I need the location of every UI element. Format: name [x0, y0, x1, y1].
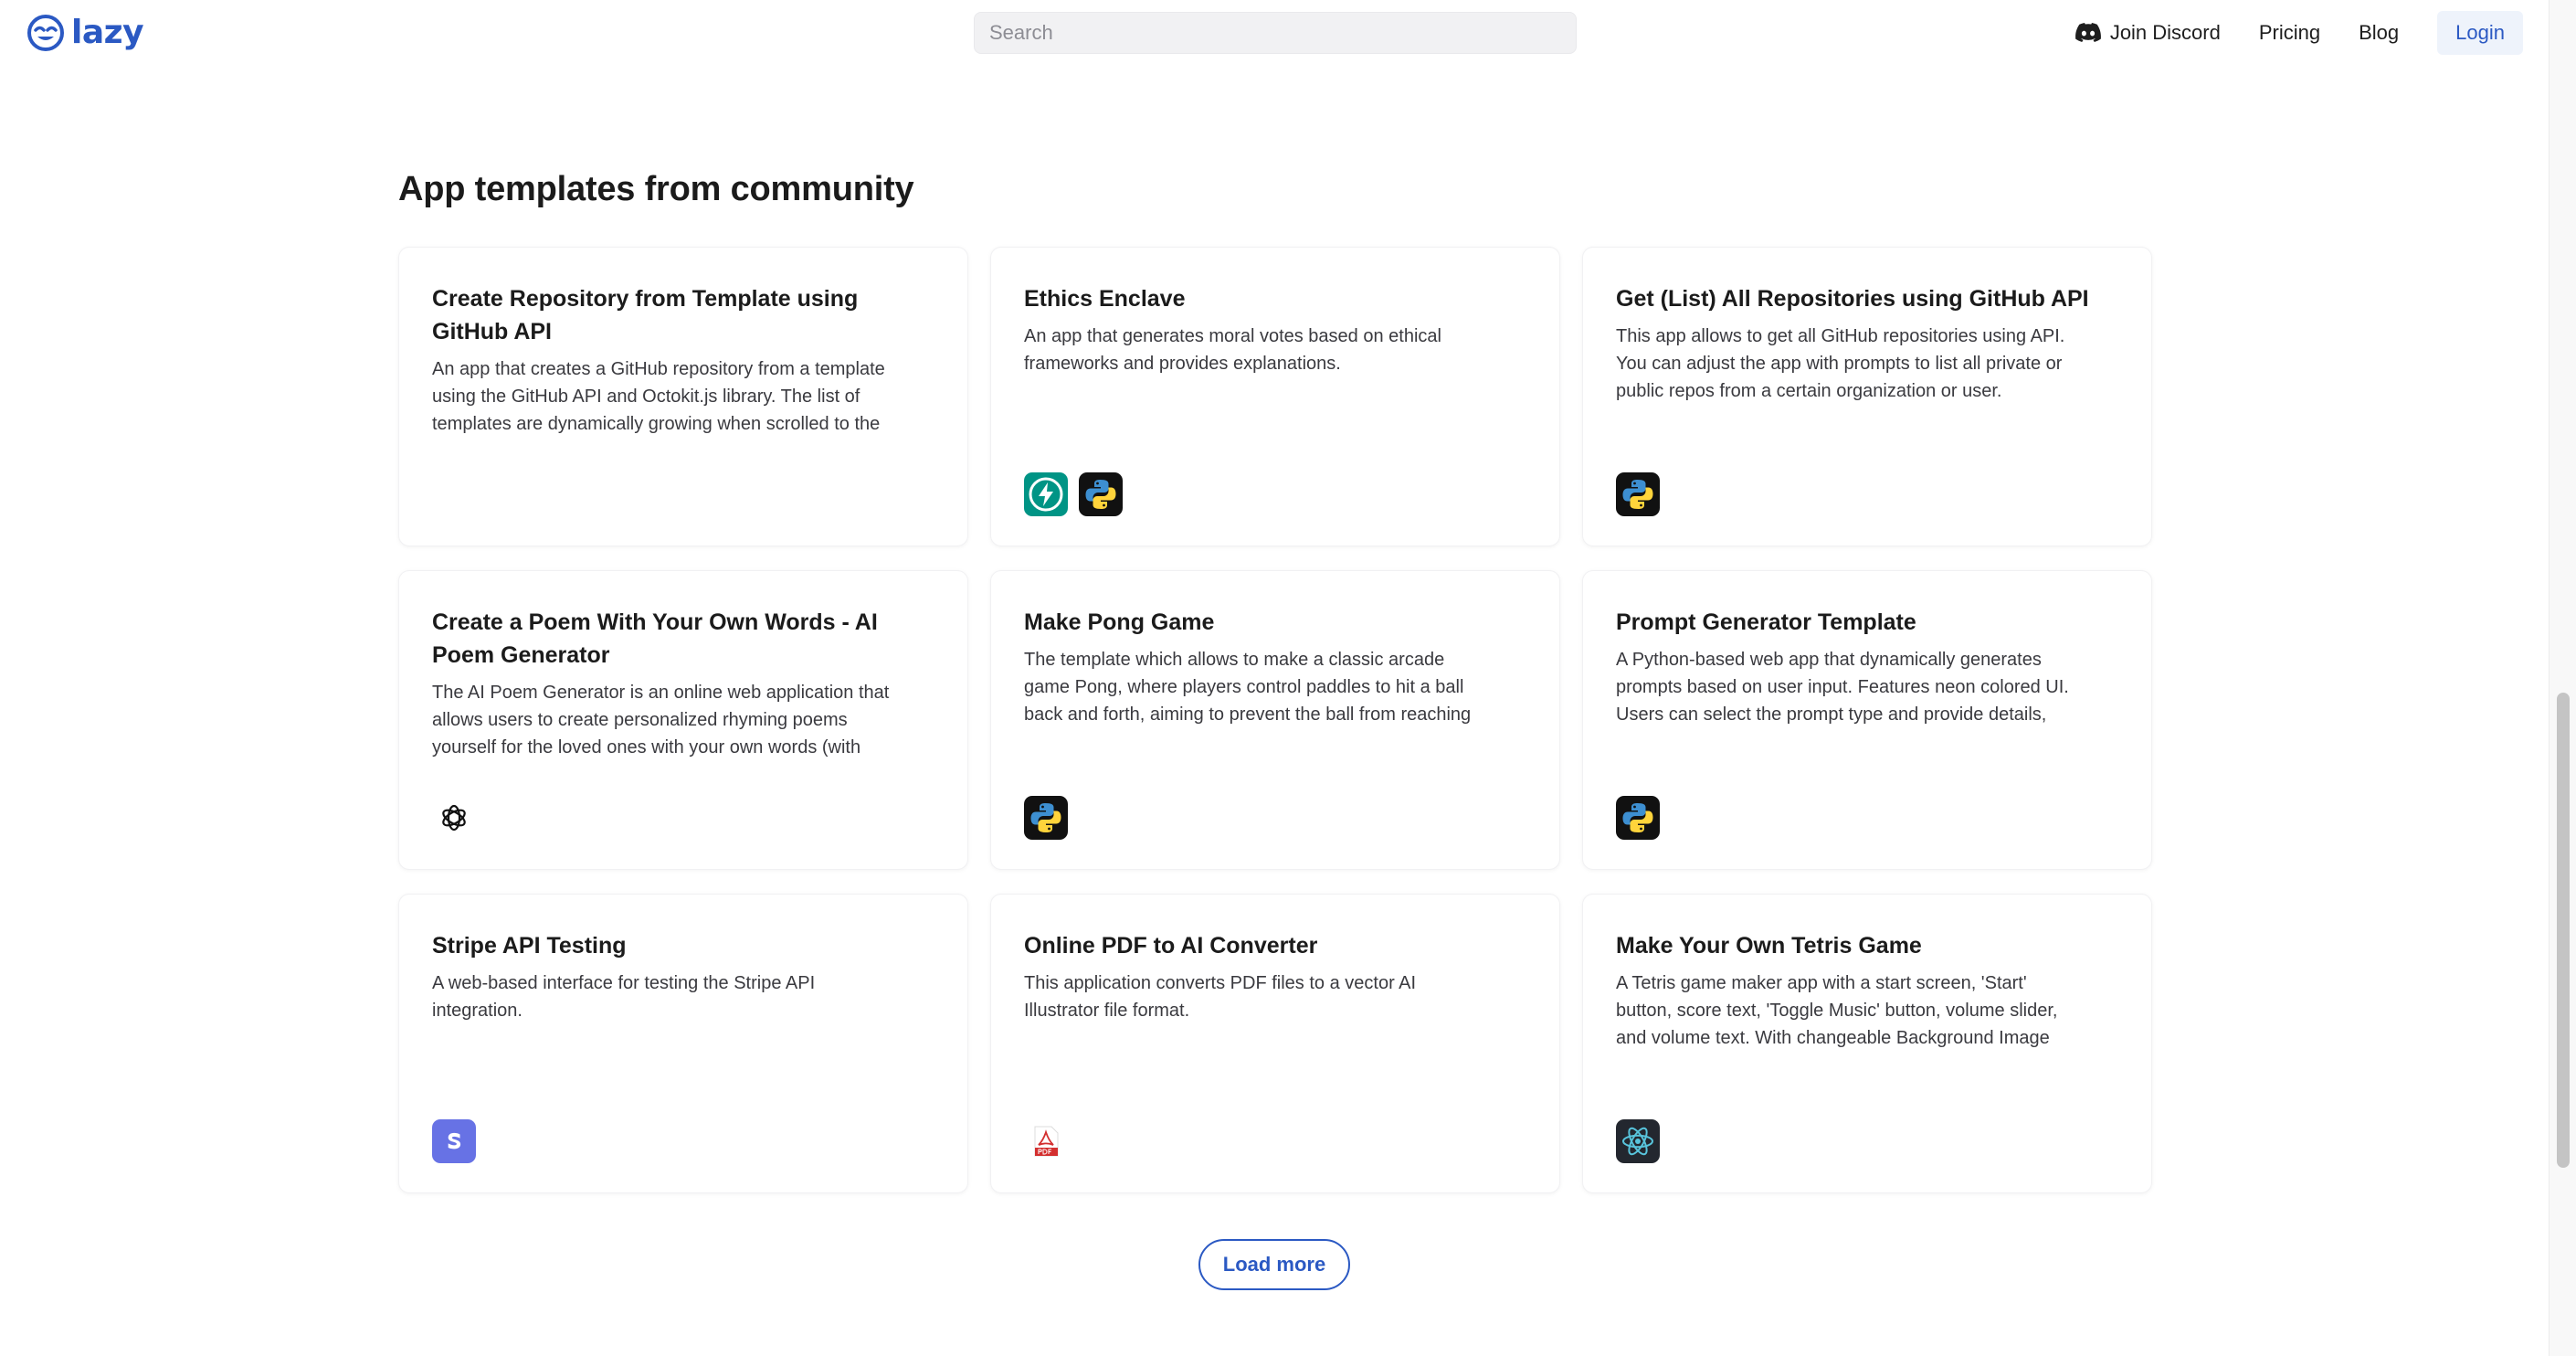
card-description: A web-based interface for testing the Stripe API integration.: [432, 973, 816, 1021]
card-tech-icons: [1024, 472, 1123, 516]
card-title: Create Repository from Template using GitHub API: [432, 286, 859, 344]
template-card[interactable]: [398, 570, 968, 870]
card-tech-icons: [432, 1119, 476, 1163]
card-title: Get (List) All Repositories using GitHub API: [1616, 286, 2089, 312]
template-card[interactable]: [1582, 247, 2152, 546]
top-navbar: [0, 0, 2549, 66]
login-button[interactable]: Login: [2437, 11, 2523, 55]
react-icon: [1616, 1119, 1660, 1163]
join-discord-label: Join Discord: [2109, 21, 2221, 44]
card-title: Make Pong Game: [1024, 609, 1215, 635]
page-scrollbar[interactable]: [2549, 0, 2576, 1356]
card-tech-icons: [1024, 796, 1068, 840]
pricing-link[interactable]: Pricing: [2258, 21, 2321, 44]
template-card[interactable]: [990, 247, 1560, 546]
fastapi-icon: [1024, 472, 1068, 516]
load-more-button[interactable]: Load more: [1198, 1239, 1350, 1290]
card-tech-icons: [1616, 1119, 1660, 1163]
card-description: This application converts PDF files to a vector AI Illustrator file format.: [1024, 973, 1417, 1021]
stripe-icon: [432, 1119, 476, 1163]
python-icon: [1024, 796, 1068, 840]
lazy-logo-icon: [27, 15, 64, 51]
card-tech-icons: [432, 796, 476, 840]
card-description: A Python-based web app that dynamically generates prompts based on user input. Features neon colored UI. Users can select the prompt type and provide details,: [1616, 650, 2069, 725]
logo-link[interactable]: [27, 13, 143, 53]
card-description: This app allows to get all GitHub repositories using API. You can adjust the app with prompts to list all private or public repos from a certain organization or user.: [1616, 326, 2065, 401]
python-icon: [1079, 472, 1123, 516]
card-title: Prompt Generator Template: [1616, 609, 1916, 635]
openai-icon: [432, 796, 476, 840]
python-icon: [1616, 796, 1660, 840]
card-title: Online PDF to AI Converter: [1024, 933, 1318, 959]
template-card[interactable]: [398, 247, 968, 546]
card-tech-icons: [1616, 796, 1660, 840]
blog-link[interactable]: Blog: [2359, 21, 2400, 44]
section-title: App templates from community: [398, 170, 914, 208]
discord-icon: [2075, 23, 2101, 43]
card-description: An app that generates moral votes based on ethical frameworks and provides explanations.: [1024, 326, 1441, 374]
nav-links: [2037, 11, 2523, 55]
card-title: Ethics Enclave: [1024, 286, 1186, 312]
template-card[interactable]: [990, 894, 1560, 1193]
template-card[interactable]: [1582, 894, 2152, 1193]
pdf-icon: [1024, 1119, 1068, 1163]
card-title: Stripe API Testing: [432, 933, 627, 959]
python-icon: [1616, 472, 1660, 516]
card-description: An app that creates a GitHub repository from a template using the GitHub API and Octokit.js library. The list of templates are dynamically growing when scrolled to the: [432, 359, 885, 434]
template-card[interactable]: [990, 570, 1560, 870]
template-grid: [398, 247, 2152, 1193]
card-description: The template which allows to make a classic arcade game Pong, where players control paddles to hit a ball back and forth, aiming to prevent the ball from reaching: [1024, 650, 1472, 725]
template-card[interactable]: [1582, 570, 2152, 870]
card-title: Create a Poem With Your Own Words - AI Poem Generator: [432, 609, 878, 668]
card-description: A Tetris game maker app with a start screen, 'Start' button, score text, 'Toggle Music' button, volume slider, and volume text. With changeable Background Image: [1616, 973, 2058, 1048]
card-tech-icons: [1616, 472, 1660, 516]
logo-text: lazy: [71, 14, 144, 51]
scrollbar-thumb[interactable]: [2557, 693, 2570, 1168]
join-discord-link[interactable]: [2075, 21, 2221, 45]
card-tech-icons: [1024, 1119, 1068, 1163]
card-title: Make Your Own Tetris Game: [1616, 933, 1922, 959]
card-description: The AI Poem Generator is an online web application that allows users to create personalized rhyming poems yourself for the loved ones with your own words (with: [432, 683, 890, 757]
search-input[interactable]: [974, 12, 1577, 54]
template-card[interactable]: [398, 894, 968, 1193]
